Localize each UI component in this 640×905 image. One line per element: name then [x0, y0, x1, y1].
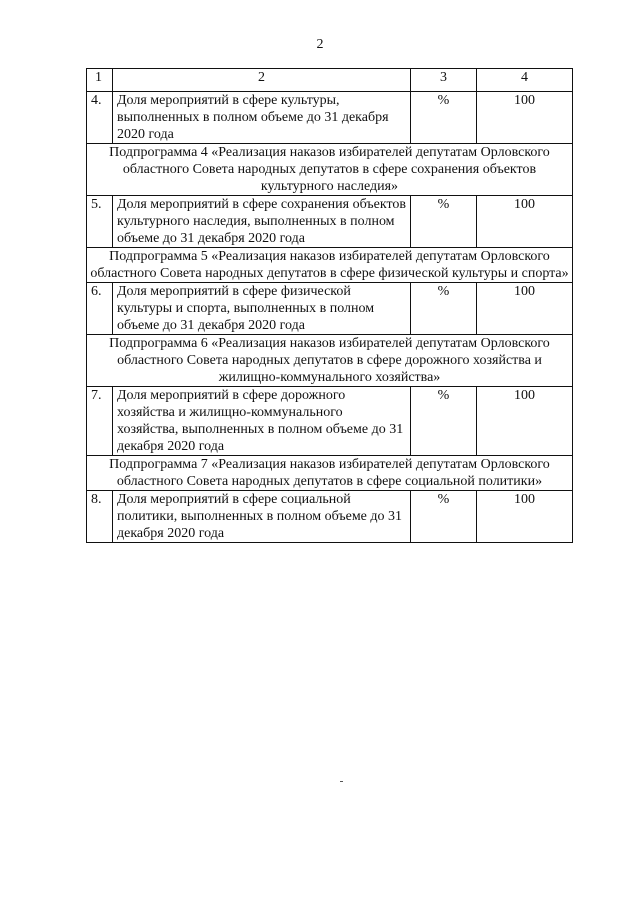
unit-cell: %: [411, 196, 477, 248]
value-cell: 100: [477, 92, 573, 144]
value-cell: 100: [477, 283, 573, 335]
indicators-table: [86, 68, 573, 543]
table-header-row: [87, 69, 573, 92]
table-row: [87, 491, 573, 543]
row-number: 7.: [87, 387, 113, 456]
subprogram-title: Подпрограмма 4 «Реализация наказов избирателей депутатам Орловского областного Совета народных депутатов в сфере сохранения объектов культурного наследия»: [87, 144, 573, 196]
subprogram-row: [87, 144, 573, 196]
table-row: [87, 283, 573, 335]
column-header-4: 4: [477, 69, 573, 92]
page-number: 2: [316, 37, 324, 52]
column-header-1: 1: [87, 69, 113, 92]
unit-cell: %: [411, 491, 477, 543]
column-header-2: 2: [113, 69, 411, 92]
value-cell: 100: [477, 387, 573, 456]
indicator-text: Доля мероприятий в сфере сохранения объектов культурного наследия, выполненных в полном объеме до 31 декабря 2020 года: [113, 196, 411, 248]
subprogram-row: [87, 335, 573, 387]
value-cell: 100: [477, 491, 573, 543]
unit-cell: %: [411, 283, 477, 335]
scan-speck: [340, 781, 343, 782]
column-header-3: 3: [411, 69, 477, 92]
row-number: 5.: [87, 196, 113, 248]
table-row: [87, 92, 573, 144]
row-number: 8.: [87, 491, 113, 543]
subprogram-title: Подпрограмма 6 «Реализация наказов избирателей депутатам Орловского областного Совета народных депутатов в сфере дорожного хозяйства и жилищно-коммунального хозяйства»: [87, 335, 573, 387]
unit-cell: %: [411, 92, 477, 144]
row-number: 4.: [87, 92, 113, 144]
subprogram-title: Подпрограмма 5 «Реализация наказов избирателей депутатам Орловского областного Совета народных депутатов в сфере физической культуры и спорта»: [87, 248, 573, 283]
table-row: [87, 387, 573, 456]
row-number: 6.: [87, 283, 113, 335]
indicator-text: Доля мероприятий в сфере дорожного хозяйства и жилищно-коммунального хозяйства, выполненных в полном объеме до 31 декабря 2020 года: [113, 387, 411, 456]
indicator-text: Доля мероприятий в сфере социальной политики, выполненных в полном объеме до 31 декабря 2020 года: [113, 491, 411, 543]
indicator-text: Доля мероприятий в сфере культуры, выполненных в полном объеме до 31 декабря 2020 года: [113, 92, 411, 144]
subprogram-title: Подпрограмма 7 «Реализация наказов избирателей депутатам Орловского областного Совета народных депутатов в сфере социальной политики»: [87, 456, 573, 491]
table-row: [87, 196, 573, 248]
unit-cell: %: [411, 387, 477, 456]
indicator-text: Доля мероприятий в сфере физической культуры и спорта, выполненных в полном объеме до 31 декабря 2020 года: [113, 283, 411, 335]
subprogram-row: [87, 456, 573, 491]
value-cell: 100: [477, 196, 573, 248]
subprogram-row: [87, 248, 573, 283]
